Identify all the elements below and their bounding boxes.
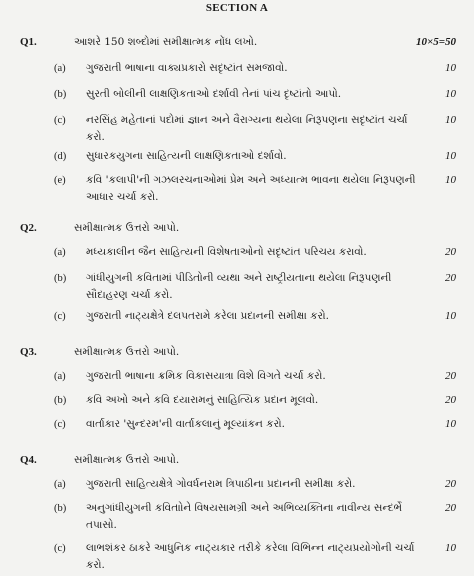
part-text: અનુગાંધીયુગની કવિતાોને વિષયસામગ્રી અને અભિવ્યક્તિના નાવીન્ય સન્દર્ભે તપાસો. — [86, 502, 402, 531]
part-marks: 20 — [445, 370, 456, 382]
part-marks: 20 — [445, 502, 456, 514]
part-label: (b) — [54, 273, 67, 284]
part-marks: 10 — [445, 88, 456, 100]
part-label: (c) — [54, 543, 66, 554]
part-label: (a) — [54, 371, 66, 382]
part-marks: 10 — [445, 62, 456, 74]
part-text: નરસિંહ મહેતાનાં પદોમાં જ્ઞાન અને વૈરાગ્યના થયેલા નિરૂપણના સદૃષ્ટાંત ચર્ચા કરો. — [86, 114, 408, 143]
part-marks: 20 — [445, 246, 456, 258]
part-text: ગુજરાતી સાહિત્યક્ષેત્રે ગોવર્ધનરામ ત્રિપાઠીના પ્રદાનની સમીક્ષા કરો. — [86, 478, 356, 490]
part-label: (c) — [54, 311, 66, 322]
part-label: (b) — [54, 395, 67, 406]
part-marks: 10 — [445, 542, 456, 554]
part-label: (a) — [54, 479, 66, 490]
part-text: મધ્યકાલીન જૈન સાહિત્યની વિશેષતાઓનો સદૃષ્ટાંત પરિચય કરાવો. — [86, 246, 367, 258]
part-text: સુધારકયુગના સાહિત્યની લાક્ષણિકતાઓ દર્શાવો. — [86, 150, 287, 162]
question-number: Q3. — [20, 346, 37, 358]
question-prompt: સમીક્ષાત્મક ઉત્તરો આપો. — [74, 454, 180, 466]
question-number: Q2. — [20, 222, 37, 234]
part-marks: 10 — [445, 174, 456, 186]
part-label: (d) — [54, 151, 67, 162]
section-title: SECTION A — [205, 2, 269, 14]
part-marks: 10 — [445, 418, 456, 430]
part-text: સુરતી બોલીની લાક્ષણિકતાઓ દર્શાવી તેનાં પાંચ દૃષ્ટાંતો આપો. — [86, 88, 342, 100]
part-label: (b) — [54, 89, 67, 100]
part-text: ગુજરાતી નાટ્યક્ષેત્રે દલપતરામે કરેલા પ્રદાનની સમીક્ષા કરો. — [86, 310, 329, 322]
part-text: કવિ અખો અને કવિ દયારામનું સાહિત્યિક પ્રદાન મૂલવો. — [86, 394, 319, 406]
part-text: ગુજરાતી ભાષાના વાક્યપ્રકારો સદૃષ્ટાંત સમજાવો. — [86, 62, 288, 74]
part-text: વાર્તાકાર 'સુન્દરમ'ની વાર્તાકલાનું મૂલ્યાંકન કરો. — [86, 418, 285, 430]
part-text: ગાંધીયુગની કવિતામાં પીડિતોની વ્યથા અને રાષ્ટ્રીયતાના થયેલા નિરૂપણની સૌદાહરણ ચર્ચા કરો. — [86, 272, 392, 301]
question-number: Q1. — [20, 36, 37, 48]
part-label: (c) — [54, 115, 66, 126]
part-label: (a) — [54, 247, 66, 258]
question-number: Q4. — [20, 454, 37, 466]
part-label: (b) — [54, 503, 67, 514]
part-text: કવિ 'કલાપી'ની ગઝલરચનાઓમાં પ્રેમ અને અધ્યાત્મ ભાવના થયેલા નિરૂપણની આધાર ચર્ચા કરો. — [86, 174, 416, 203]
part-label: (e) — [54, 175, 66, 186]
part-marks: 10 — [445, 150, 456, 162]
part-marks: 10 — [445, 310, 456, 322]
part-marks: 10 — [445, 114, 456, 126]
part-label: (c) — [54, 419, 66, 430]
question-prompt: સમીક્ષાત્મક ઉત્તરો આપો. — [74, 346, 180, 358]
question-prompt: સમીક્ષાત્મક ઉત્તરો આપો. — [74, 222, 180, 234]
part-text: લાભશંકર ઠાકરે આધુનિક નાટ્યકાર તરીકે કરેલા વિભિન્ન નાટ્યપ્રયોગોની ચર્ચા કરો. — [86, 542, 415, 571]
part-label: (a) — [54, 63, 66, 74]
question-prompt: આશરે 150 શબ્દોમાં સમીક્ષાત્મક નોંધ લખો. — [74, 36, 258, 48]
part-marks: 20 — [445, 394, 456, 406]
part-text: ગુજરાતી ભાષાના ક્રમિક વિકાસયાત્રા વિશે વિગતે ચર્ચા કરો. — [86, 370, 326, 382]
question-marks: 10×5=50 — [415, 36, 456, 48]
part-marks: 20 — [445, 272, 456, 284]
part-marks: 20 — [445, 478, 456, 490]
